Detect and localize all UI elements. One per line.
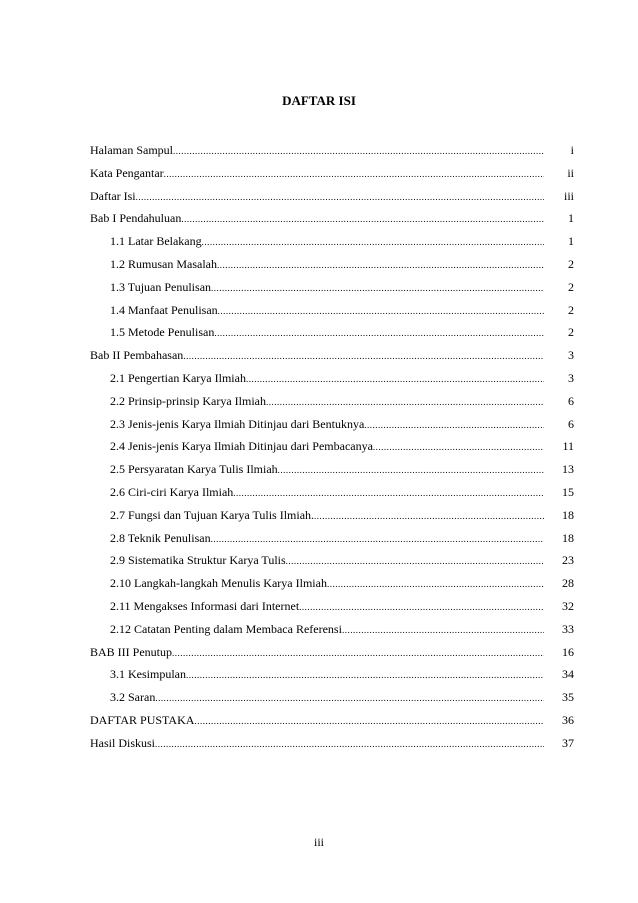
toc-dot-leader [186, 670, 544, 680]
toc-entry-label: 1.2 Rumusan Masalah [110, 256, 217, 271]
toc-entry-label: Halaman Sampul [90, 143, 173, 157]
toc-entry-label: 2.10 Langkah-langkah Menulis Karya Ilmiah [110, 576, 327, 591]
toc-dot-leader [286, 556, 544, 566]
toc-entry-label: DAFTAR PUSTAKA [90, 712, 195, 727]
toc-dot-leader [299, 602, 544, 612]
toc-entry [90, 166, 574, 189]
toc-entry [90, 690, 574, 713]
toc-entry-label: Daftar Isi [90, 188, 136, 203]
toc-entry-page: 18 [562, 530, 574, 545]
toc-entry [90, 371, 574, 394]
toc-entry [90, 462, 574, 485]
toc-entry-page: 11 [562, 439, 574, 454]
toc-entry-label: 1.4 Manfaat Penulisan [110, 302, 218, 317]
toc-entry-page: 6 [568, 393, 574, 408]
toc-entry-label: 2.8 Teknik Penulisan [110, 530, 211, 545]
toc-entry-page: 3 [568, 370, 574, 385]
toc-entry [90, 348, 574, 371]
toc-entry-page: iii [563, 188, 574, 203]
toc-entry-page: 1 [568, 234, 574, 249]
toc-entry [90, 234, 574, 257]
toc-entry-page: 34 [562, 667, 574, 682]
toc-entry-label: BAB III Penutup [90, 644, 172, 659]
toc-entry-page: 6 [568, 416, 574, 431]
toc-dot-leader [314, 511, 544, 521]
toc-entry-label: Bab I Pendahuluan [90, 211, 182, 226]
toc-entry [90, 143, 574, 166]
toc-entry-label: 3.1 Kesimpulan [110, 667, 186, 682]
toc-dot-leader [202, 237, 544, 247]
toc-entry-label: 2.4 Jenis-jenis Karya Ilmiah Ditinjau dari Pembacanya [110, 439, 373, 454]
toc-dot-leader [211, 534, 544, 544]
toc-dot-leader [342, 625, 544, 635]
toc-dot-leader [164, 169, 544, 179]
toc-dot-leader [214, 328, 544, 338]
toc-entry-page: 2 [568, 325, 574, 340]
toc-entry [90, 325, 574, 348]
toc-entry-label: 2.5 Persyaratan Karya Tulis Ilmiah [110, 462, 278, 477]
toc-entry-label: 2.6 Ciri-ciri Karya Ilmiah [110, 484, 234, 499]
toc-dot-leader [278, 465, 544, 475]
toc-entry-label: 2.2 Prinsip-prinsip Karya Ilmiah [110, 393, 266, 408]
toc-entry-label: Hasil Diskusi [90, 735, 156, 750]
toc-entry [90, 303, 574, 326]
toc-entry [90, 394, 574, 417]
toc-entry [90, 257, 574, 280]
page-number: iii [313, 835, 324, 849]
toc-entry-page: 2 [568, 302, 574, 317]
toc-dot-leader [194, 716, 544, 726]
toc-entry-page: 15 [562, 484, 574, 499]
toc-dot-leader [181, 214, 544, 224]
toc-entry-page: 33 [562, 621, 574, 636]
toc-entry-page: i [570, 143, 574, 157]
toc-entry-label: 2.7 Fungsi dan Tujuan Karya Tulis Ilmiah. [110, 507, 315, 522]
toc-entry [90, 645, 574, 668]
toc-entry-label: Bab II Pembahasan [90, 348, 184, 363]
toc-entry-page: 2 [568, 256, 574, 271]
toc-entry-label: 2.3 Jenis-jenis Karya Ilmiah Ditinjau dari Bentuknya [110, 416, 365, 431]
toc-entry-page: 36 [562, 712, 574, 727]
toc-entry [90, 553, 574, 576]
toc-entry [90, 599, 574, 622]
toc-entry [90, 439, 574, 462]
toc-entry [90, 211, 574, 234]
toc-dot-leader [183, 351, 544, 361]
toc-dot-leader [173, 146, 544, 156]
toc-dot-leader [327, 579, 544, 589]
toc-entry-label: 1.3 Tujuan Penulisan [110, 279, 212, 294]
toc-entry-page: 2 [568, 279, 574, 294]
toc-entry [90, 508, 574, 531]
toc-dot-leader [155, 693, 544, 703]
toc-entry [90, 531, 574, 554]
toc-entry-page: 13 [562, 462, 574, 477]
toc-dot-leader [211, 283, 544, 293]
toc-entry [90, 622, 574, 645]
toc-entry-label: 2.12 Catatan Penting dalam Membaca Referensi [110, 621, 342, 636]
toc-entry-page: 28 [562, 576, 574, 591]
toc-dot-leader [155, 739, 544, 749]
table-of-contents [90, 143, 574, 759]
toc-entry-page: ii [567, 165, 574, 180]
toc-entry-page: 16 [562, 644, 574, 659]
toc-dot-leader [364, 420, 544, 430]
toc-dot-leader [218, 306, 544, 316]
toc-entry [90, 667, 574, 690]
toc-entry-label: 2.1 Pengertian Karya Ilmiah [110, 370, 246, 385]
toc-dot-leader [233, 488, 544, 498]
toc-entry-page: 37 [562, 735, 574, 750]
toc-entry-label: 3.2 Saran [110, 690, 156, 705]
toc-entry-page: 1 [568, 211, 574, 226]
toc-dot-leader [266, 397, 544, 407]
toc-entry-label: 1.5 Metode Penulisan [110, 325, 215, 340]
toc-entry [90, 189, 574, 212]
toc-dot-leader [217, 260, 544, 270]
page-title: DAFTAR ISI [282, 93, 356, 108]
toc-dot-leader [246, 374, 544, 384]
toc-entry [90, 736, 574, 759]
toc-entry-label: 1.1 Latar Belakang [110, 234, 202, 249]
toc-entry-page: 32 [562, 598, 574, 613]
toc-entry [90, 280, 574, 303]
toc-entry-page: 23 [562, 553, 574, 568]
toc-entry [90, 485, 574, 508]
toc-entry-page: 3 [568, 348, 574, 363]
toc-entry-label: 2.11 Mengakses Informasi dari Internet [110, 598, 300, 613]
toc-entry-page: 35 [562, 690, 574, 705]
toc-entry [90, 713, 574, 736]
toc-entry-page: 18 [562, 507, 574, 522]
toc-entry [90, 417, 574, 440]
toc-entry [90, 576, 574, 599]
toc-dot-leader [172, 648, 544, 658]
toc-entry-label: 2.9 Sistematika Struktur Karya Tulis [110, 553, 286, 568]
toc-dot-leader [373, 442, 544, 452]
toc-dot-leader [136, 192, 544, 202]
toc-entry-label: Kata Pengantar [90, 165, 164, 180]
